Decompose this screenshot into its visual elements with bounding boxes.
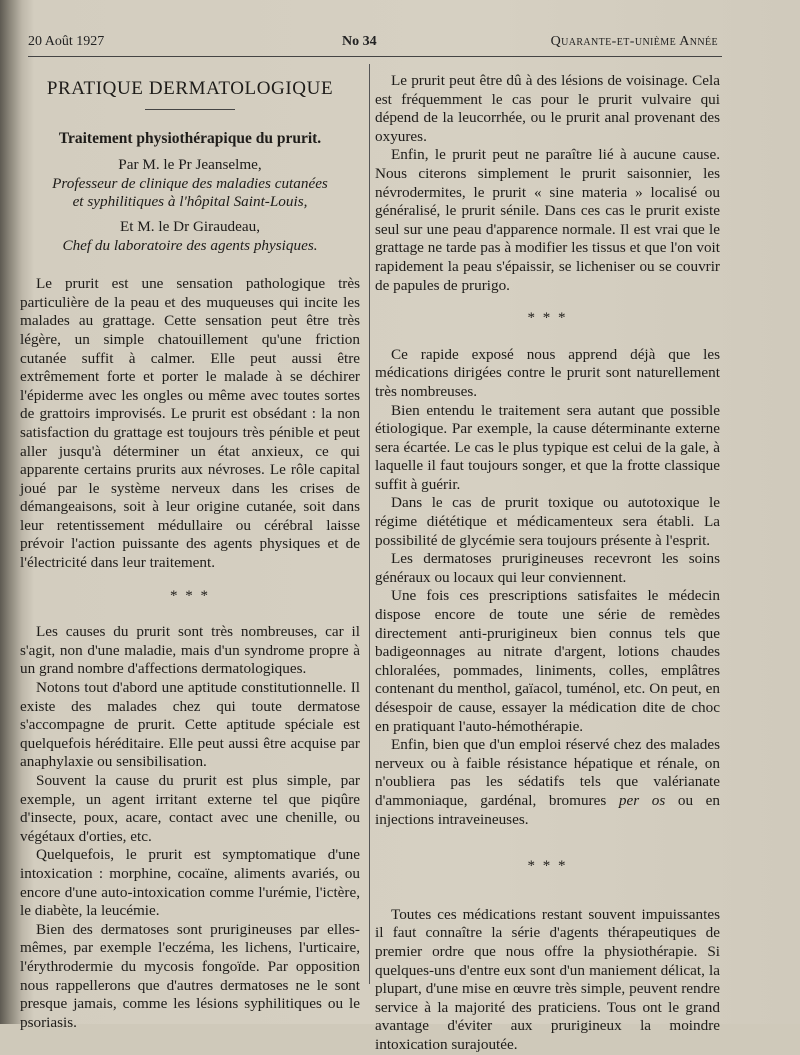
body-paragraph: Le prurit est une sensation pathologique très particulière de la peau et des muqueuses qui incite les malades au grattage. Cette sensation peut être très légère, un simple chatouillement qu'une friction cutanée suffit à calmer. Elle peut aussi être extrêmement forte et porter le malade à se déchirer l'épiderme avec les ongles ou même avec toutes sortes de grattoirs improvisés. Le prurit est obsédant : la non satisfaction du grattage est toujours très pénible et peut aller jusqu'à déterminer un état anxieux, ce qui apparente certains prurits aux névroses. Le rôle capital joué par le système nerveux dans les crises de démangeaisons, soit à leur origine cutanée, soit dans leur retentissement médullaire ou cérébral laisse prévoir l'action puissante des agents physiques et de l'électricité dans leur traitement.	[20, 275, 360, 572]
column-divider	[369, 64, 370, 984]
section-separator: * * *	[527, 310, 568, 327]
body-paragraph	[375, 736, 720, 829]
issue-number: No 34	[342, 34, 377, 49]
journal-year: Quarante-et-unième Année	[550, 34, 718, 49]
body-paragraph: Enfin, le prurit peut ne paraître lié à aucune cause. Nous citerons simplement le prurit saisonnier, les névrodermites, le prurit « sine materia » localisé ou généralisé, le prurit sénile. Dans ces cas le prurit existe seul sur une peau d'apparence normale. Il est vrai que le grattage ne tarde pas à modifier les tissus et que l'on voit rapidement la peau s'épaissir, se licheniser ou se couvrir de papules de prurigo.	[375, 146, 720, 294]
body-paragraph: Une fois ces prescriptions satisfaites le médecin dispose encore de toute une série de remèdes directement anti-prurigineux bien connus tels que badigeonnages au nitrate d'argent, lotions chaudes chloralées, pommades, liniments, colles, emplâtres contenant du menthol, gaïacol, tuménol, etc. On peut, en désespoir de cause, essayer la médication dite de choc en pratiquant l'auto-hémothérapie.	[375, 587, 720, 735]
running-head	[28, 34, 718, 54]
latin-phrase: per os	[618, 791, 666, 809]
body-paragraph: Les dermatoses prurigineuses recevront les soins généraux ou locaux qui leur conviennent.	[375, 550, 720, 586]
body-paragraph: Ce rapide exposé nous apprend déjà que les médications dirigées contre le prurit sont naturellement très nombreuses.	[375, 345, 720, 400]
section-title: PRATIQUE DERMATOLOGIQUE	[46, 78, 334, 99]
left-column	[20, 70, 360, 1032]
body-paragraph: Souvent la cause du prurit est plus simple, par exemple, un agent irritant externe tel que piqûre d'insecte, poux, acare, contact avec une chenille, ou végétaux d'orties, etc.	[20, 772, 360, 845]
section-separator: * * *	[170, 587, 210, 604]
right-column	[375, 72, 720, 1055]
body-paragraph: Toutes ces médications restant souvent impuissantes il faut connaître la série d'agents thérapeutiques de premier ordre que nous offre la physiothérapie. Si quelques-uns d'entre eux sont d'un maniement délicat, la plupart, d'une mise en œuvre très simple, peuvent rendre service à la majorité des praticiens. Tous ont le grand avantage d'éviter aux prurigineux la moindre intoxication surajoutée.	[375, 905, 720, 1053]
body-paragraph: Notons tout d'abord une aptitude constitutionnelle. Il existe des malades chez qui toute dermatose s'accompagne de prurit. Cette aptitude spéciale est quelquefois héréditaire. Elle peut aussi être acquise par anaphylaxie ou sensibilisation.	[20, 679, 360, 771]
header-rule	[28, 56, 722, 57]
body-paragraph: Le prurit peut être dû à des lésions de voisinage. Cela est fréquemment le cas pour le prurit vulvaire qui dépend de la leucorrhée, ou le prurit anal provenant des oxyures.	[375, 72, 720, 145]
section-rule	[145, 109, 235, 110]
body-paragraph: Dans le cas de prurit toxique ou autotoxique le régime diététique et médicamenteux sera établi. La possibilité de glycémie sera toujours présente à l'esprit.	[375, 494, 720, 549]
body-text: Enfin, bien que d'un emploi réservé chez des malades nerveux ou à faible résistance hépatique et rénale, on n'oubliera pas les sédatifs tels que valérianate d'ammoniaque, gardénal, bromures	[375, 736, 720, 809]
body-paragraph: Quelquefois, le prurit est symptomatique d'une intoxication : morphine, cocaïne, aliments avariés, ou encore d'une auto-intoxication comme l'urémie, l'ictère, le diabète, la leucémie.	[20, 846, 360, 920]
author-byline-1: Par M. le Pr Jeanselme,	[118, 156, 262, 174]
article-title: Traitement physiothérapique du prurit.	[58, 129, 322, 147]
body-paragraph: Les causes du prurit sont très nombreuses, car il s'agit, non d'une maladie, mais d'un syndrome propre à un grand nombre d'affections dermatologiques.	[20, 623, 360, 678]
author-affiliation-2: Chef du laboratoire des agents physiques.	[62, 236, 318, 254]
body-paragraph: Bien entendu le traitement sera autant que possible étiologique. Par exemple, la cause déterminante externe sera écartée. Le cas le plus typique est celui de la gale, à laquelle il faut toujours songer, et que la frotte classique suffit à guérir.	[375, 401, 720, 493]
body-text: ou en injections intraveineuses.	[375, 791, 721, 828]
author-affiliation-1a: Professeur de clinique des maladies cutanées	[52, 174, 328, 192]
author-byline-2: Et M. le Dr Giraudeau,	[119, 217, 261, 235]
section-separator: * * *	[527, 858, 568, 875]
issue-date: 20 Août 1927	[28, 34, 105, 49]
author-affiliation-1b: et syphilitiques à l'hôpital Saint-Louis,	[72, 193, 308, 211]
body-paragraph: Bien des dermatoses sont prurigineuses par elles-mêmes, par exemple l'eczéma, les lichens, l'urticaire, l'érythrodermie du mycosis fongoïde. Par opposition nous rappellerons que d'autres dermatoses ne le sont presque jamais, comme les lésions syphilitiques ou le psoriasis.	[20, 920, 360, 1031]
